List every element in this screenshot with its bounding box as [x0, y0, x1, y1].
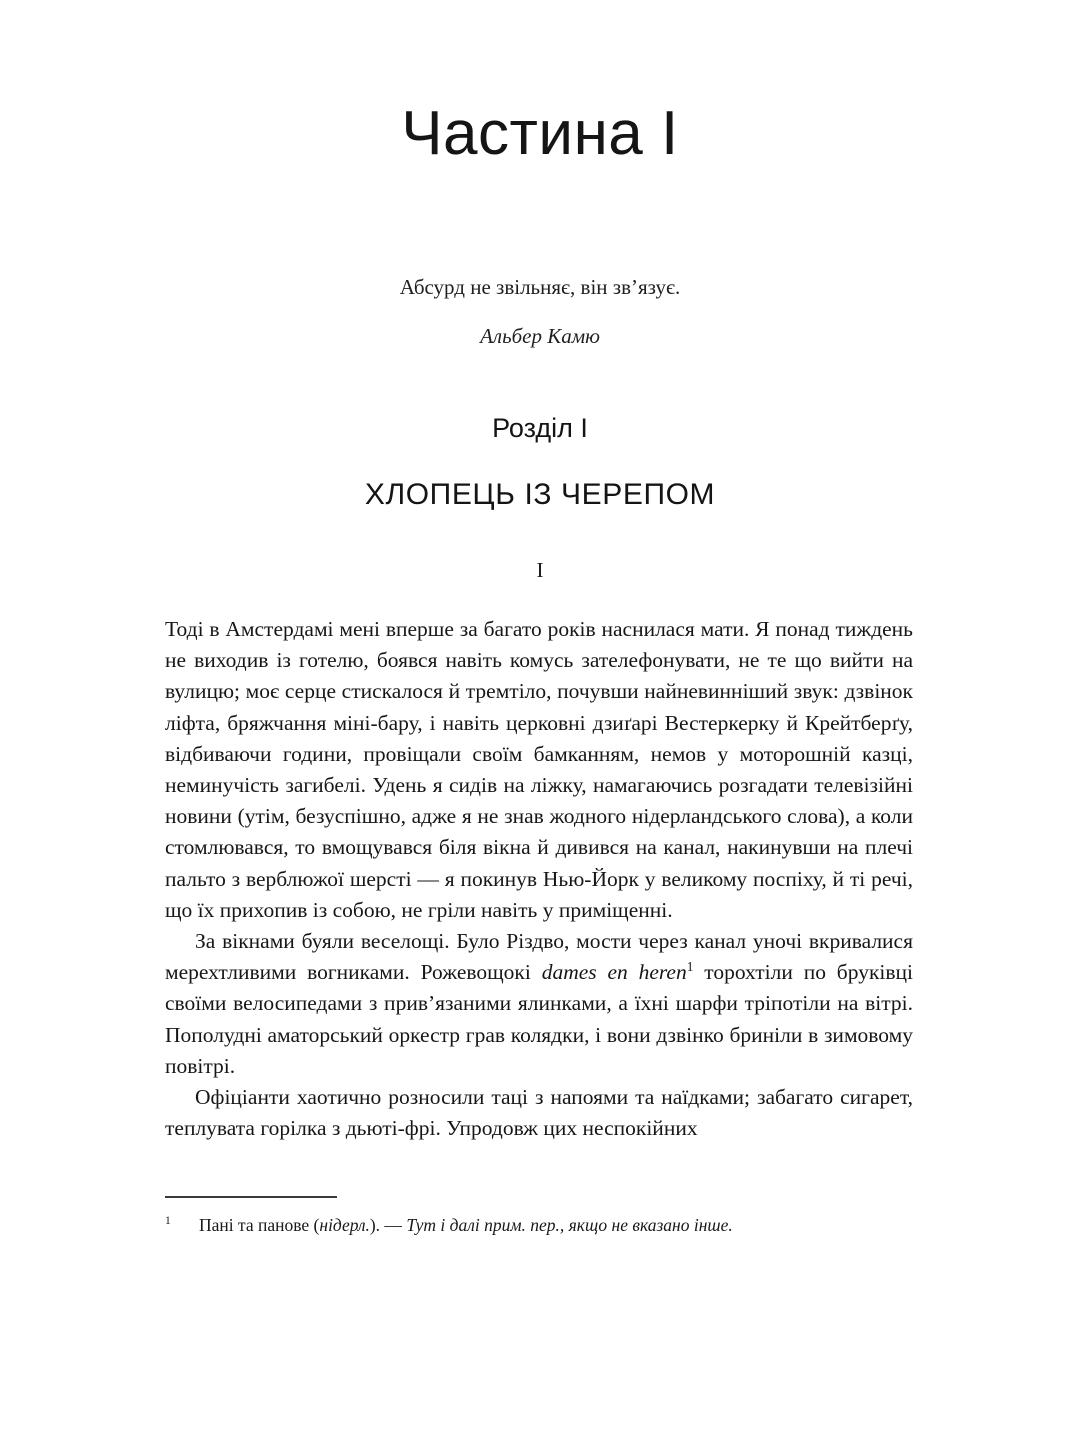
footnote-text-2: ). — [369, 1215, 407, 1235]
chapter-title: ХЛОПЕЦЬ ІЗ ЧЕРЕПОМ [364, 478, 716, 511]
epigraph [0, 272, 1080, 349]
paragraph-2 [165, 926, 913, 1082]
paragraph-2-text-before: За вікнами буяли веселощі. Було Різдво, мости через канал уночі вкривалися мерехтливими вогниками. Рожевощокі [165, 929, 913, 985]
footnote-reference[interactable]: 1 [686, 959, 694, 975]
foreign-phrase: dames en heren [541, 960, 687, 985]
paragraph-3-text: Офіціанти хаотично розносили таці з напоями та наїдками; забагато сигарет, теплувата горілка з дьюті-фрі. Упродовж цих неспокійних [165, 1085, 913, 1141]
footnote-area [165, 1196, 913, 1238]
footnote-text-1: Пані та панове ( [199, 1215, 320, 1235]
epigraph-text: Абсурд не звільняє, він зв’язує. [399, 275, 681, 299]
part-title: Частина I [401, 99, 679, 168]
paragraph-3 [165, 1082, 913, 1144]
footnote-body [199, 1214, 733, 1238]
paragraph-1-text: Тоді в Амстердамі мені вперше за багато років наснилася мати. Я понад тиждень не виходив із готелю, боявся навіть комусь зателефонувати, не те що вийти на вулицю; моє серце стискалося й тремтіло, почувши найневинніший звук: дзвінок ліфта, бряжчання міні-бару, і навіть церковні дзиґарі Вестеркерку й Крейтберґу, відбиваючи години, провіщали своїм бамканням, немов у моторошній казці, неминучість загибелі. Удень я сидів на ліжку, намагаючись розгадати телевізійні новини (утім, безуспішно, адже я не знав жодного нідерландського слова), а коли стомлювався, то вмощувався біля вікна й дивився на канал, накинувши на плечі пальто з верблюжої шерсті — я покинув Нью-Йорк у великому поспіху, й ті речі, що їх прихопив із собою, не гріли навіть у приміщенні. [165, 617, 913, 922]
footnote-lang-abbr: нідерл. [319, 1215, 370, 1235]
body-text [165, 614, 913, 1144]
epigraph-author: Альбер Камю [480, 324, 600, 349]
footnote [165, 1214, 913, 1238]
paragraph-1 [165, 614, 913, 926]
footnote-translator-note: Тут і далі прим. пер., якщо не вказано інше. [406, 1215, 733, 1235]
footnote-marker: 1 [165, 1215, 171, 1227]
section-marker: I [536, 558, 544, 582]
paragraph-2-text-after: торохтіли по бруківці своїми велосипедами з прив’язаними ялинками, а їхні шарфи тріпотіли на вітрі. Пополудні аматорський оркестр грав колядки, і вони дзвінко бриніли в зимовому повітрі. [165, 960, 913, 1078]
chapter-number: Розділ I [492, 413, 588, 443]
footnote-separator-rule [165, 1196, 337, 1198]
